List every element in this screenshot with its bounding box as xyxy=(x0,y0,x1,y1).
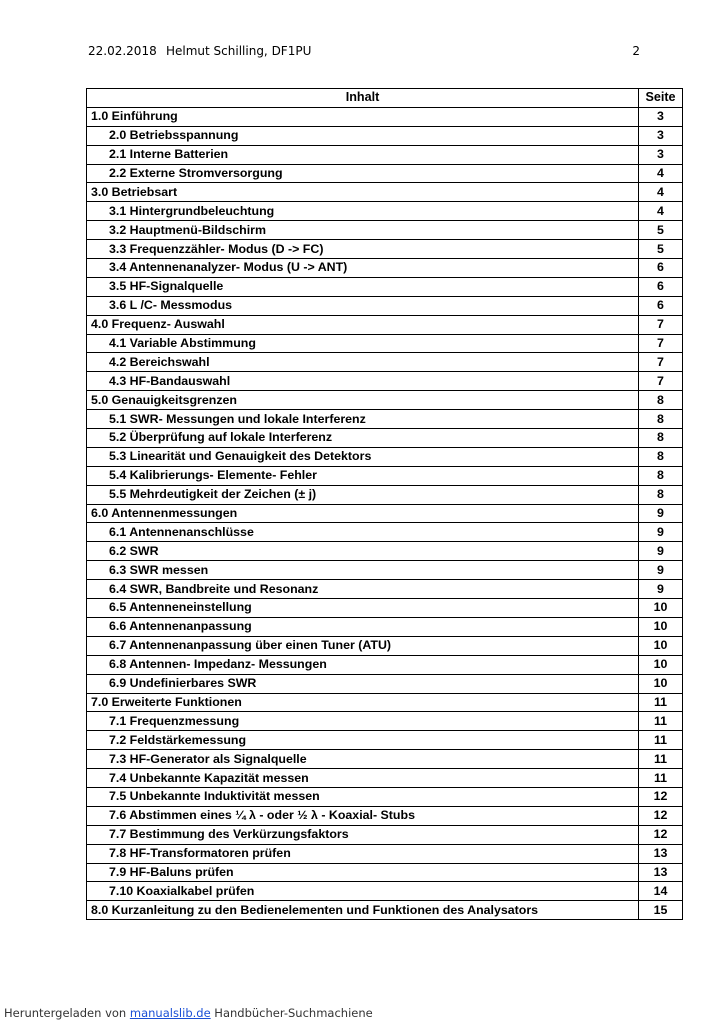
toc-entry-page: 5 xyxy=(639,240,683,259)
toc-entry-page: 6 xyxy=(639,277,683,296)
toc-entry-page: 11 xyxy=(639,712,683,731)
toc-entry-page: 12 xyxy=(639,806,683,825)
table-row[interactable] xyxy=(87,787,683,806)
toc-header-row xyxy=(87,89,683,108)
toc-entry-page: 9 xyxy=(639,542,683,561)
table-row[interactable] xyxy=(87,202,683,221)
toc-entry-title[interactable]: 3.0 Betriebsart xyxy=(87,183,639,202)
toc-entry-title[interactable]: 6.9 Undefinierbares SWR xyxy=(87,674,639,693)
table-row[interactable] xyxy=(87,655,683,674)
toc-entry-page: 11 xyxy=(639,769,683,788)
toc-entry-page: 7 xyxy=(639,334,683,353)
toc-entry-title[interactable]: 6.7 Antennenanpassung über einen Tuner (ATU) xyxy=(87,636,639,655)
table-row[interactable] xyxy=(87,617,683,636)
table-row[interactable] xyxy=(87,599,683,618)
table-row[interactable] xyxy=(87,636,683,655)
table-row[interactable] xyxy=(87,712,683,731)
table-row[interactable] xyxy=(87,353,683,372)
table-row[interactable] xyxy=(87,731,683,750)
toc-entry-title[interactable]: 3.6 L /C- Messmodus xyxy=(87,296,639,315)
toc-entry-page: 5 xyxy=(639,221,683,240)
table-row[interactable] xyxy=(87,145,683,164)
toc-header-title: Inhalt xyxy=(87,89,639,108)
table-of-contents xyxy=(86,88,683,920)
table-row[interactable] xyxy=(87,391,683,410)
toc-entry-title[interactable]: 7.10 Koaxialkabel prüfen xyxy=(87,882,639,901)
toc-entry-title[interactable]: 6.3 SWR messen xyxy=(87,561,639,580)
toc-entry-page: 3 xyxy=(639,145,683,164)
table-row[interactable] xyxy=(87,429,683,448)
toc-entry-page: 8 xyxy=(639,429,683,448)
table-row[interactable] xyxy=(87,882,683,901)
table-row[interactable] xyxy=(87,523,683,542)
table-row[interactable] xyxy=(87,485,683,504)
toc-entry-page: 9 xyxy=(639,523,683,542)
table-row[interactable] xyxy=(87,504,683,523)
table-row[interactable] xyxy=(87,259,683,278)
table-row[interactable] xyxy=(87,674,683,693)
header-page-number: 2 xyxy=(632,44,640,58)
table-row[interactable] xyxy=(87,107,683,126)
toc-entry-title[interactable]: 2.2 Externe Stromversorgung xyxy=(87,164,639,183)
table-row[interactable] xyxy=(87,561,683,580)
table-row[interactable] xyxy=(87,240,683,259)
table-row[interactable] xyxy=(87,183,683,202)
table-row[interactable] xyxy=(87,315,683,334)
toc-entry-title[interactable]: 1.0 Einführung xyxy=(87,107,639,126)
toc-entry-page: 9 xyxy=(639,504,683,523)
toc-entry-page: 7 xyxy=(639,372,683,391)
toc-entry-title[interactable]: 7.3 HF-Generator als Signalquelle xyxy=(87,750,639,769)
table-row[interactable] xyxy=(87,769,683,788)
toc-entry-page: 8 xyxy=(639,447,683,466)
toc-entry-page: 8 xyxy=(639,466,683,485)
toc-entry-page: 8 xyxy=(639,391,683,410)
toc-entry-title[interactable]: 2.1 Interne Batterien xyxy=(87,145,639,164)
toc-entry-title[interactable]: 5.3 Linearität und Genauigkeit des Detektors xyxy=(87,447,639,466)
toc-entry-page: 8 xyxy=(639,485,683,504)
table-row[interactable] xyxy=(87,410,683,429)
toc-body xyxy=(87,107,683,919)
toc-entry-title[interactable]: 3.1 Hintergrundbeleuchtung xyxy=(87,202,639,221)
toc-entry-page: 6 xyxy=(639,259,683,278)
table-row[interactable] xyxy=(87,164,683,183)
toc-entry-page: 11 xyxy=(639,750,683,769)
table-row[interactable] xyxy=(87,466,683,485)
toc-entry-title[interactable]: 5.2 Überprüfung auf lokale Interferenz xyxy=(87,429,639,448)
header-author: Helmut Schilling, DF1PU xyxy=(166,44,312,58)
toc-entry-title[interactable]: 4.0 Frequenz- Auswahl xyxy=(87,315,639,334)
toc-entry-title[interactable]: 3.2 Hauptmenü-Bildschirm xyxy=(87,221,639,240)
table-row[interactable] xyxy=(87,542,683,561)
toc-entry-title[interactable]: 2.0 Betriebsspannung xyxy=(87,126,639,145)
toc-entry-title[interactable]: 6.6 Antennenanpassung xyxy=(87,617,639,636)
toc-entry-page: 4 xyxy=(639,183,683,202)
toc-entry-page: 4 xyxy=(639,202,683,221)
footer-prefix: Heruntergeladen von xyxy=(4,1006,130,1020)
toc-entry-page: 15 xyxy=(639,901,683,920)
toc-entry-page: 10 xyxy=(639,674,683,693)
footer-link[interactable]: manualslib.de xyxy=(129,1006,211,1020)
toc-entry-title[interactable]: 7.0 Erweiterte Funktionen xyxy=(87,693,639,712)
toc-entry-page: 3 xyxy=(639,107,683,126)
toc-entry-title[interactable]: 7.7 Bestimmung des Verkürzungsfaktors xyxy=(87,825,639,844)
toc-entry-page: 10 xyxy=(639,599,683,618)
toc-entry-title[interactable]: 7.2 Feldstärkemessung xyxy=(87,731,639,750)
header-date: 22.02.2018 xyxy=(88,44,157,58)
table-row[interactable] xyxy=(87,863,683,882)
toc-entry-page: 10 xyxy=(639,617,683,636)
toc-entry-title[interactable]: 7.6 Abstimmen eines ¼ λ - oder ½ λ - Koaxial- Stubs xyxy=(87,806,639,825)
table-row[interactable] xyxy=(87,806,683,825)
page-footer xyxy=(4,1006,373,1020)
toc-header-page: Seite xyxy=(639,89,683,108)
table-row[interactable] xyxy=(87,296,683,315)
toc-entry-page: 3 xyxy=(639,126,683,145)
table-row[interactable] xyxy=(87,447,683,466)
toc-entry-page: 14 xyxy=(639,882,683,901)
table-row[interactable] xyxy=(87,693,683,712)
table-row[interactable] xyxy=(87,221,683,240)
toc-entry-page: 12 xyxy=(639,787,683,806)
toc-entry-page: 4 xyxy=(639,164,683,183)
toc-entry-page: 10 xyxy=(639,636,683,655)
toc-entry-title[interactable]: 3.3 Frequenzzähler- Modus (D -> FC) xyxy=(87,240,639,259)
table-row[interactable] xyxy=(87,901,683,920)
footer-suffix: Handbücher-Suchmachiene xyxy=(210,1006,373,1020)
toc-entry-title[interactable]: 8.0 Kurzanleitung zu den Bedienelementen und Funktionen des Analysators xyxy=(87,901,639,920)
toc-entry-title[interactable]: 6.8 Antennen- Impedanz- Messungen xyxy=(87,655,639,674)
toc-entry-page: 13 xyxy=(639,863,683,882)
table-row[interactable] xyxy=(87,844,683,863)
table-row[interactable] xyxy=(87,580,683,599)
toc-entry-title[interactable]: 6.1 Antennenanschlüsse xyxy=(87,523,639,542)
toc-entry-title[interactable]: 7.9 HF-Baluns prüfen xyxy=(87,863,639,882)
toc-entry-title[interactable]: 6.0 Antennenmessungen xyxy=(87,504,639,523)
page-header xyxy=(88,44,640,62)
table-row[interactable] xyxy=(87,334,683,353)
toc-entry-title[interactable]: 5.0 Genauigkeitsgrenzen xyxy=(87,391,639,410)
toc-entry-title[interactable]: 4.2 Bereichswahl xyxy=(87,353,639,372)
toc-entry-title[interactable]: 7.8 HF-Transformatoren prüfen xyxy=(87,844,639,863)
toc-entry-title[interactable]: 7.5 Unbekannte Induktivität messen xyxy=(87,787,639,806)
toc-entry-page: 7 xyxy=(639,353,683,372)
toc-entry-page: 7 xyxy=(639,315,683,334)
toc-entry-page: 11 xyxy=(639,693,683,712)
table-row[interactable] xyxy=(87,126,683,145)
toc-entry-page: 11 xyxy=(639,731,683,750)
toc-entry-title[interactable]: 4.1 Variable Abstimmung xyxy=(87,334,639,353)
toc-entry-title[interactable]: 7.4 Unbekannte Kapazität messen xyxy=(87,769,639,788)
toc-entry-title[interactable]: 6.4 SWR, Bandbreite und Resonanz xyxy=(87,580,639,599)
toc-entry-page: 13 xyxy=(639,844,683,863)
toc-entry-title[interactable]: 5.4 Kalibrierungs- Elemente- Fehler xyxy=(87,466,639,485)
toc-entry-page: 6 xyxy=(639,296,683,315)
toc-entry-title[interactable]: 5.1 SWR- Messungen und lokale Interferenz xyxy=(87,410,639,429)
toc-entry-title[interactable]: 6.2 SWR xyxy=(87,542,639,561)
toc-entry-title[interactable]: 5.5 Mehrdeutigkeit der Zeichen (± j) xyxy=(87,485,639,504)
table-row[interactable] xyxy=(87,277,683,296)
table-row[interactable] xyxy=(87,825,683,844)
toc-entry-title[interactable]: 3.5 HF-Signalquelle xyxy=(87,277,639,296)
table-row[interactable] xyxy=(87,372,683,391)
table-row[interactable] xyxy=(87,750,683,769)
toc-entry-title[interactable]: 6.5 Antenneneinstellung xyxy=(87,599,639,618)
toc-entry-page: 10 xyxy=(639,655,683,674)
toc-entry-title[interactable]: 3.4 Antennenanalyzer- Modus (U -> ANT) xyxy=(87,259,639,278)
toc-entry-page: 8 xyxy=(639,410,683,429)
toc-entry-title[interactable]: 4.3 HF-Bandauswahl xyxy=(87,372,639,391)
toc-entry-title[interactable]: 7.1 Frequenzmessung xyxy=(87,712,639,731)
toc-entry-page: 9 xyxy=(639,580,683,599)
toc-entry-page: 9 xyxy=(639,561,683,580)
toc-entry-page: 12 xyxy=(639,825,683,844)
